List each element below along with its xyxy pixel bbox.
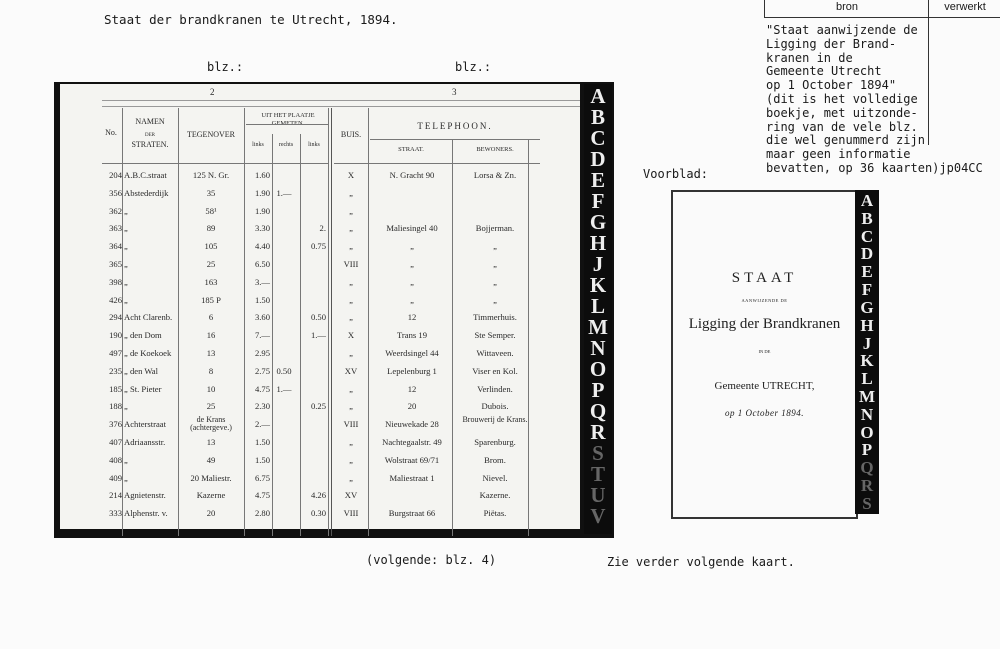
scanned-table-page [60, 84, 580, 529]
cover-staat: STAAT [731, 270, 798, 286]
row-links: 1.90 [254, 205, 270, 216]
row-buis: X [347, 170, 355, 180]
row-no: 356 [109, 187, 122, 198]
alphabet-tab: O [860, 422, 874, 442]
alphabet-tab: P [591, 378, 605, 402]
row-links: 1.90 [254, 187, 270, 198]
voorblad-label: Voorblad: [643, 167, 709, 181]
row-bewoners: „ [493, 259, 497, 269]
cover-page [671, 190, 858, 519]
row-no: 188 [109, 401, 122, 412]
row-bewoners: Dubois. [481, 401, 509, 412]
row-street: „ [124, 472, 128, 483]
alphabet-tab: C [860, 226, 874, 246]
row-bewoners: Brouwerij de Krans. [462, 415, 528, 425]
bron-header: bron [764, 0, 929, 18]
alphabet-tab: L [861, 369, 873, 389]
alphabet-tab: Q [589, 399, 607, 423]
alphabet-tab: L [590, 294, 605, 318]
row-links: 3.60 [254, 312, 270, 323]
row-buis: X [347, 330, 355, 341]
row-street: „ [124, 223, 128, 234]
row-tel-straat: Nieuwekade 28 [385, 419, 439, 430]
row-tegenover: 25 [206, 401, 216, 412]
alphabet-tab: V [590, 504, 606, 528]
row-buis: „ [349, 383, 353, 394]
header-rechts: rechts [278, 142, 294, 148]
row-buis: „ [349, 223, 353, 234]
row-links: 7.— [254, 330, 270, 341]
row-tegenover: 105 [204, 241, 218, 252]
alphabet-tab: B [590, 105, 605, 129]
row-buis: „ [349, 472, 353, 483]
blz-label-right: blz.: [455, 60, 492, 74]
row-tegenover: 16 [206, 330, 216, 341]
row-links: 3.— [254, 276, 270, 287]
row-bewoners: Kazerne. [479, 490, 511, 501]
row-bewoners: Nievel. [482, 472, 508, 483]
row-street: Acht Clarenb. [124, 312, 173, 323]
cover-aanwijzende: AANWIJZENDE DE [741, 298, 788, 303]
row-bewoners: „ [493, 294, 497, 305]
row-links-2: 0.75 [310, 241, 326, 252]
row-street: „ [124, 205, 128, 216]
page-number-left: 2 [210, 87, 215, 97]
row-bewoners: Piëtas. [483, 508, 507, 519]
row-bewoners: Verlinden. [477, 383, 513, 394]
row-street: „ den Wal [124, 365, 158, 376]
row-links: 1.50 [254, 437, 270, 447]
row-no: 362 [109, 205, 122, 216]
row-links: 1.50 [254, 454, 270, 465]
row-buis: XV [344, 365, 358, 376]
row-tegenover: 20 [206, 508, 216, 519]
row-rechts: 1.— [276, 383, 292, 394]
row-no: 426 [109, 294, 122, 305]
row-buis: VIII [343, 259, 359, 269]
cover-gemeente: Gemeente UTRECHT, [714, 380, 815, 392]
row-links: 1.60 [254, 170, 270, 180]
row-no: 407 [109, 437, 122, 447]
row-links-2: 0.30 [310, 508, 326, 519]
row-no: 204 [109, 170, 122, 180]
alphabet-tab: M [858, 386, 876, 406]
row-buis: „ [349, 276, 353, 287]
row-no: 376 [109, 419, 122, 430]
row-street: „ [124, 259, 128, 269]
header-telephoon: TELEPHOON. [417, 121, 493, 131]
header-straat: STRAAT. [398, 146, 424, 153]
row-no: 364 [109, 241, 122, 252]
source-description: "Staat aanwijzende de Ligging der Brand- kranen in de Gemeente Utrecht op 1 October 1894" (dit is het volledige boekje, met uitzonde- ring van de vele blz. die wel genummerd zijn maar geen informatie bevatten, op 36 kaarten)jp04CC [766, 23, 983, 175]
alphabet-tab: U [590, 483, 606, 507]
row-tegenover: 58¹ [205, 205, 217, 216]
row-street: „ [124, 294, 128, 305]
alphabet-tab: A [860, 191, 874, 210]
row-tel-straat: Wolstraat 69/71 [384, 454, 440, 465]
row-tel-straat: „ [410, 259, 414, 269]
row-street: Alphenstr. v. [124, 508, 168, 519]
alphabet-tab: F [861, 280, 873, 300]
alphabet-tab: T [590, 462, 605, 486]
row-rechts: 0.50 [276, 365, 292, 376]
header-links-2: links [308, 142, 320, 148]
row-tel-straat: „ [410, 276, 414, 287]
alphabet-tab: B [861, 208, 873, 228]
row-buis: XV [344, 490, 358, 501]
row-street: „ [124, 276, 128, 287]
row-links: 3.30 [254, 223, 270, 234]
header-der: DER [145, 133, 155, 138]
row-tegenover: 20 Maliestr. [190, 472, 232, 483]
row-bewoners: „ [493, 276, 497, 287]
row-links: 4.75 [254, 383, 270, 394]
row-street: Achterstraat [124, 419, 166, 430]
header-tegenover: TEGENOVER [187, 130, 235, 139]
header-straten: STRATEN. [131, 140, 169, 149]
row-street: „ [124, 241, 128, 252]
row-tel-straat: 12 [407, 312, 417, 323]
row-links: 2.95 [254, 348, 270, 358]
row-tel-straat: Maliestraat 1 [389, 472, 435, 483]
row-links-2: 2. [319, 223, 326, 234]
row-tel-straat: Burgstraat 66 [388, 508, 436, 519]
row-buis: VIII [343, 419, 359, 430]
row-tegenover: 10 [206, 383, 216, 394]
alphabet-tab: N [590, 336, 606, 360]
row-street: „ [124, 454, 128, 465]
row-bewoners: Brom. [484, 454, 506, 465]
row-street: Abstederdijk [124, 187, 169, 198]
header-links: links [252, 142, 264, 148]
row-no: 185 [109, 383, 122, 394]
cover-in-de: IN DE [758, 349, 771, 354]
row-bewoners: Lorsa & Zn. [473, 170, 517, 180]
alphabet-tab: S [862, 493, 872, 513]
row-links: 4.75 [254, 490, 270, 501]
alphabet-tab: P [861, 440, 873, 460]
row-tegenover: Kazerne [196, 490, 226, 501]
volgende-note: (volgende: blz. 4) [366, 553, 497, 567]
row-links: 6.50 [254, 259, 270, 269]
row-rechts: 1.— [276, 187, 292, 198]
row-links: 2.30 [254, 401, 270, 412]
row-tel-straat: 12 [407, 383, 417, 394]
row-tegenover: 89 [206, 223, 216, 234]
alphabet-tab: H [589, 231, 607, 255]
row-tel-straat: „ [410, 294, 414, 305]
page-number-right: 3 [452, 87, 457, 97]
row-tegenover: 8 [208, 365, 214, 376]
alphabet-tab: K [589, 273, 607, 297]
row-buis: „ [349, 348, 353, 358]
alphabet-tab: H [860, 315, 874, 335]
cover-ligging: Ligging der Brandkranen [688, 316, 841, 332]
row-tel-straat: Nachtegaalstr. 49 [382, 437, 442, 447]
blz-label-left: blz.: [207, 60, 244, 74]
row-street: Agnietenstr. [124, 490, 166, 501]
row-no: 363 [109, 223, 122, 234]
alphabet-tab: E [590, 168, 605, 192]
row-links-2: 4.26 [310, 490, 326, 501]
cover-date: op 1 October 1894. [725, 408, 804, 418]
row-bewoners: „ [493, 241, 497, 252]
row-tegenover: 25 [206, 259, 216, 269]
row-tegenover: de Krans (achtergeve.) [190, 415, 232, 433]
alphabet-tab: C [590, 126, 606, 150]
row-buis: „ [349, 241, 353, 252]
row-bewoners: Bojjerman. [475, 223, 515, 234]
row-no: 365 [109, 259, 122, 269]
row-tegenover: 163 [204, 276, 218, 287]
row-buis: „ [349, 401, 353, 412]
row-tegenover: 13 [206, 348, 216, 358]
row-links-2: 0.25 [310, 401, 326, 412]
row-tegenover: 6 [208, 312, 214, 323]
row-bewoners: Timmerhuis. [473, 312, 517, 323]
row-street: Adriaansstr. [124, 437, 166, 447]
row-tegenover: 49 [206, 454, 216, 465]
row-no: 408 [109, 454, 122, 465]
row-bewoners: Viser en Kol. [472, 365, 518, 376]
row-street: A.B.C.straat [124, 170, 167, 180]
row-tel-straat: Weerdsingel 44 [385, 348, 439, 358]
alphabet-tab: O [589, 357, 607, 381]
row-bewoners: Sparenburg. [474, 437, 516, 447]
header-namen: NAMEN [135, 117, 165, 126]
row-links: 4.40 [254, 241, 270, 252]
row-buis: „ [349, 454, 353, 465]
row-tel-straat: Maliesingel 40 [386, 223, 438, 234]
alphabet-tab: S [592, 441, 604, 465]
row-links: 6.75 [254, 472, 270, 483]
row-no: 333 [109, 508, 122, 519]
row-links-2: 1.— [310, 330, 326, 341]
row-bewoners: Wittaveen. [476, 348, 514, 358]
row-street: „ de Koekoek [124, 348, 172, 358]
alphabet-tab: R [590, 420, 606, 444]
row-no: 294 [109, 312, 122, 323]
header-bewoners: BEWONERS. [476, 146, 514, 153]
row-no: 497 [109, 348, 122, 358]
row-tegenover: 13 [206, 437, 216, 447]
row-bewoners: Ste Semper. [474, 330, 516, 341]
row-no: 398 [109, 276, 122, 287]
alphabet-tab: K [860, 351, 874, 371]
row-tel-straat: 20 [407, 401, 417, 412]
page-title: Staat der brandkranen te Utrecht, 1894. [104, 12, 398, 27]
row-street: „ [124, 401, 128, 412]
alphabet-tab: J [592, 252, 604, 276]
row-street: „ den Dom [124, 330, 162, 341]
alphabet-tab: D [860, 244, 874, 264]
alphabet-tab: D [590, 147, 606, 171]
alphabet-tab: G [589, 210, 607, 234]
row-tegenover: 35 [206, 187, 216, 198]
row-buis: „ [349, 312, 353, 323]
row-buis: „ [349, 205, 353, 216]
row-tel-straat: Trans 19 [396, 330, 427, 341]
row-no: 409 [109, 472, 122, 483]
zie-verder-note: Zie verder volgende kaart. [607, 555, 795, 569]
alphabet-tab: M [588, 315, 608, 339]
alphabet-tab: F [591, 189, 605, 213]
row-links: 2.80 [254, 508, 270, 519]
row-no: 190 [109, 330, 122, 341]
row-no: 235 [109, 365, 122, 376]
alphabet-tab: N [860, 404, 874, 424]
header-no: No. [105, 128, 117, 137]
row-tegenover: 185 P [201, 294, 221, 305]
row-buis: VIII [343, 508, 359, 519]
row-tegenover: 125 N. Gr. [192, 170, 230, 180]
row-tel-straat: Lepelenburg 1 [387, 365, 437, 376]
row-links: 2.— [254, 419, 270, 430]
alphabet-tab-strip [584, 84, 612, 534]
row-links: 2.75 [254, 365, 270, 376]
alphabet-tab: R [860, 476, 874, 495]
alphabet-tab: E [861, 262, 873, 282]
header-uit-plaatje: UIT HET PLAATJE [261, 112, 315, 119]
alphabet-tab: A [590, 84, 606, 108]
row-buis: „ [349, 294, 353, 305]
alphabet-tab: J [862, 333, 872, 353]
header-buis: BUIS. [340, 130, 362, 139]
row-street: „ St. Pieter [124, 383, 162, 394]
row-buis: „ [349, 187, 353, 198]
row-buis: „ [349, 437, 353, 447]
alphabet-tab: G [860, 297, 874, 317]
row-no: 214 [109, 490, 122, 501]
alphabet-tab: Q [860, 458, 874, 478]
row-tel-straat: N. Gracht 90 [389, 170, 435, 180]
row-tel-straat: „ [410, 241, 414, 252]
verwerkt-header: verwerkt [928, 0, 1000, 18]
cover-alphabet-tabs [855, 190, 879, 514]
row-links-2: 0.50 [310, 312, 326, 323]
row-links: 1.50 [254, 294, 270, 305]
